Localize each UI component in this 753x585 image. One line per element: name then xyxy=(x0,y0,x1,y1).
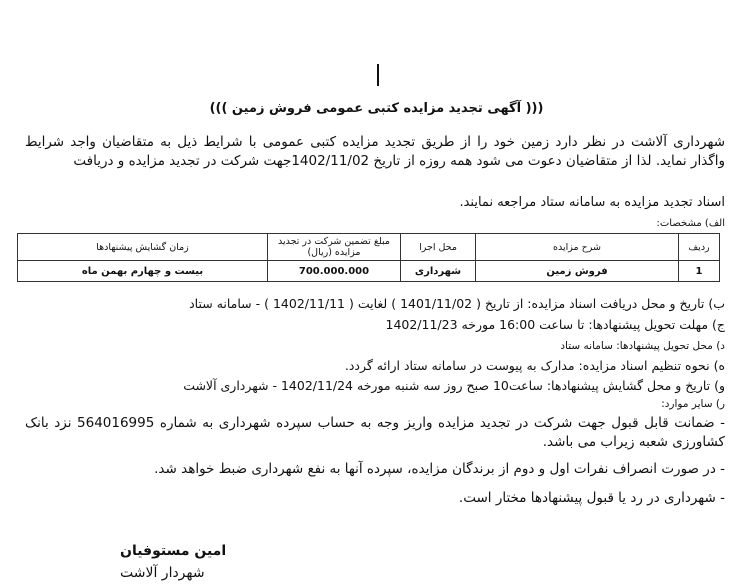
cell-guarantee-amount: 700.000.000 xyxy=(268,261,401,282)
top-vertical-mark xyxy=(377,64,379,86)
col-opening-time: زمان گشایش پیشنهادها xyxy=(18,234,268,261)
cell-description: فروش زمین xyxy=(476,261,679,282)
bullet-forfeit: - در صورت انصراف نفرات اول و دوم از برندگان مزایده، سپرده آنها به نفع شهرداری ضبط خواهد شد. xyxy=(154,461,725,477)
item-j-submission-deadline: ج) مهلت تحویل پیشنهادها: تا ساعت 16:00 مورخه 1402/11/23 xyxy=(385,317,725,332)
signatory-role: شهردار آلاشت xyxy=(120,565,205,581)
bullet-guarantee: - ضمانت قابل قبول جهت شرکت در تجدید مزایده واریز وجه به حساب سپرده شهرداری به شماره 564016995 نزد بانک کشاورزی شعبه زیراب می باشد. xyxy=(25,415,726,450)
table-header-row xyxy=(18,234,720,261)
col-description: شرح مزایده xyxy=(476,234,679,261)
item-h-document-preparation: ه) نحوه تنظیم اسناد مزایده: مدارک به پیوست در سامانه ستاد ارائه گردد. xyxy=(344,358,725,373)
item-r-other-notes: ر) سایر موارد: xyxy=(661,398,725,410)
cell-row-number: 1 xyxy=(679,261,720,282)
announcement-title: ((( آگهی تجدید مزایده کتبی عمومی فروش زمین ))) xyxy=(209,101,544,116)
intro-paragraph-line2: اسناد تجدید مزایده به سامانه ستاد مراجعه نمایند. xyxy=(459,195,725,210)
bullet-reject: - شهرداری در رد یا قبول پیشنهادها مختار است. xyxy=(458,490,725,506)
section-a-heading: الف) مشخصات: xyxy=(656,218,725,229)
item-d-submission-place: د) محل تحویل پیشنهادها: سامانه ستاد xyxy=(560,340,725,352)
col-location: محل اجرا xyxy=(401,234,476,261)
item-v-opening-date: و) تاریخ و محل گشایش پیشنهادها: ساعت10 صبح روز سه شنبه مورخه 1402/11/24 - شهرداری آلاشت xyxy=(183,378,725,393)
col-guarantee-amount: مبلغ تضمین شرکت در تجدید مزایده (ریال) xyxy=(268,234,401,261)
table-row xyxy=(18,261,720,282)
item-b-document-dates: ب) تاریخ و محل دریافت اسناد مزایده: از تاریخ ( 1401/11/02 ) لغایت ( 1402/11/11 ) - سامانه ستاد xyxy=(189,296,725,311)
signatory-name: امین مستوفیان xyxy=(120,543,227,559)
col-row-number: ردیف xyxy=(679,234,720,261)
cell-location: شهرداری xyxy=(401,261,476,282)
cell-opening-time: بیست و چهارم بهمن ماه xyxy=(18,261,268,282)
specification-table xyxy=(17,233,720,282)
intro-paragraph: شهرداری آلاشت در نظر دارد زمین خود را از طریق تجدید مزایده کتبی عمومی با شرایط ذیل به متقاضیان واجد شرایط واگذار نماید. لذا از متقاضیان دعوت می شود همه روزه از تاریخ 1402/11/02جهت شرکت در تجدید مزایده و دریافت xyxy=(25,134,725,169)
